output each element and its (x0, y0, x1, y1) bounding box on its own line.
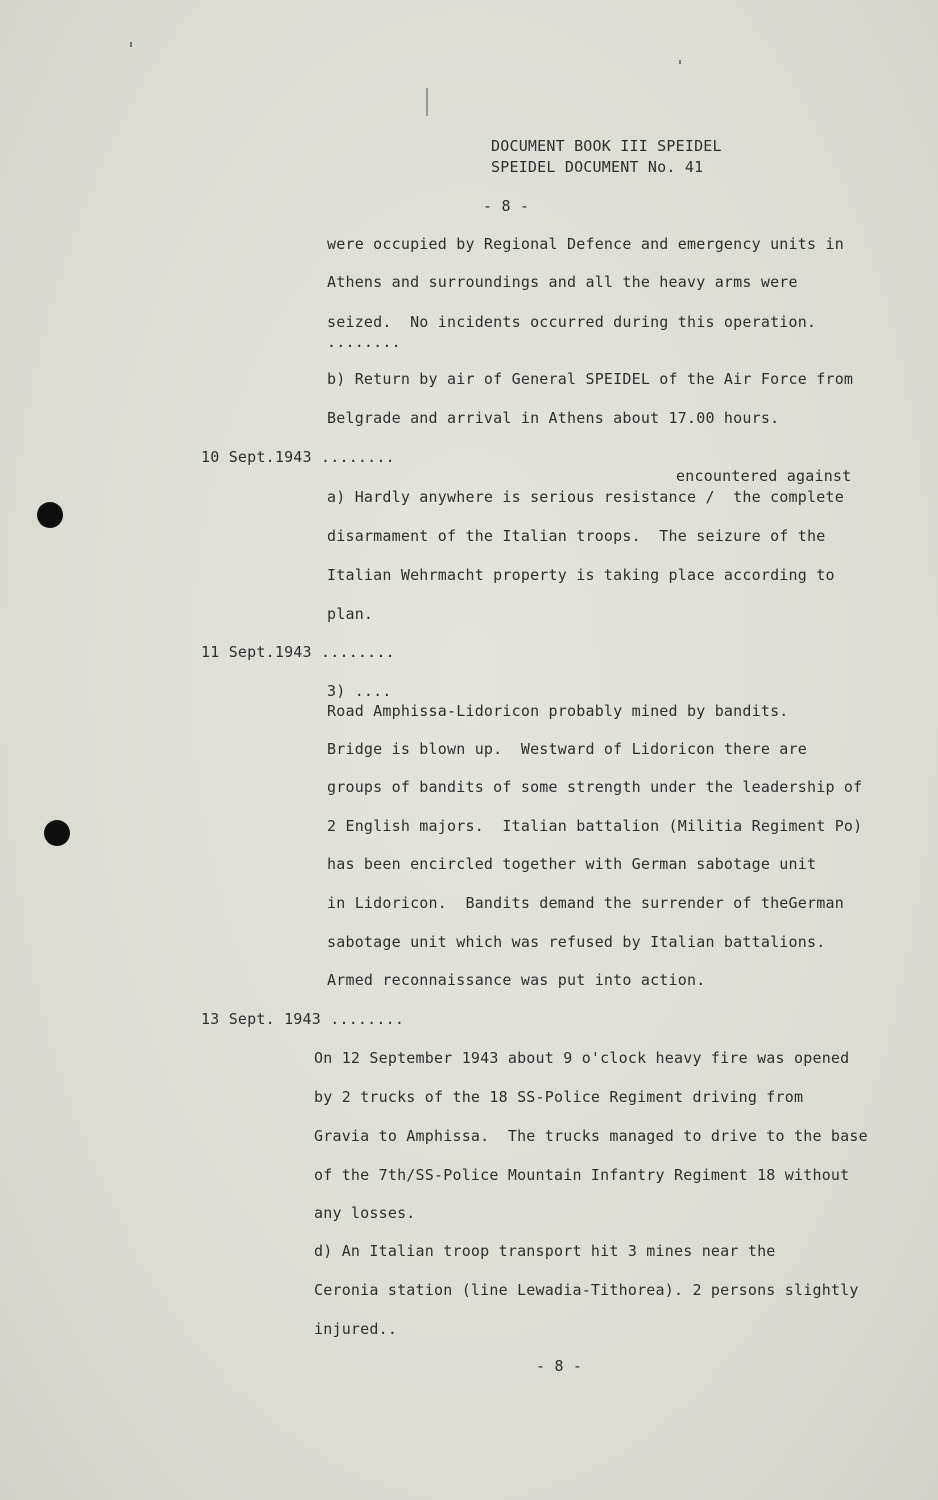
date-heading: 10 Sept.1943 ........ (201, 448, 395, 466)
body-line: injured.. (314, 1320, 398, 1338)
date-heading: 13 Sept. 1943 ........ (201, 1010, 405, 1028)
body-line: of the 7th/SS-Police Mountain Infantry Regiment 18 without (314, 1166, 850, 1184)
body-line: were occupied by Regional Defence and emergency units in (327, 235, 844, 253)
body-line: 3) .... (327, 682, 392, 700)
document-header-title: DOCUMENT BOOK III SPEIDEL (491, 137, 722, 155)
speck-mark (426, 88, 428, 116)
date-heading: 11 Sept.1943 ........ (201, 643, 395, 661)
punch-hole-top (37, 502, 63, 528)
body-line: Athens and surroundings and all the heavy arms were (327, 273, 798, 291)
body-line: Belgrade and arrival in Athens about 17.00 hours. (327, 409, 780, 427)
body-line: any losses. (314, 1204, 416, 1222)
body-line: Italian Wehrmacht property is taking place according to (327, 566, 835, 584)
speck-mark (679, 60, 681, 64)
speck-mark (130, 42, 132, 47)
body-line: groups of bandits of some strength under the leadership of (327, 778, 863, 796)
body-line: Ceronia station (line Lewadia-Tithorea). 2 persons slightly (314, 1281, 859, 1299)
page-number-top: - 8 - (483, 197, 530, 215)
body-line: On 12 September 1943 about 9 o'clock heavy fire was opened (314, 1049, 850, 1067)
body-line: by 2 trucks of the 18 SS-Police Regiment driving from (314, 1088, 804, 1106)
body-line: plan. (327, 605, 374, 623)
body-line: Gravia to Amphissa. The trucks managed to drive to the base (314, 1127, 868, 1145)
body-line: 2 English majors. Italian battalion (Militia Regiment Po) (327, 817, 863, 835)
body-line: sabotage unit which was refused by Italian battalions. (327, 933, 826, 951)
handwritten-insert: encountered against (676, 467, 852, 485)
body-line: ........ (327, 333, 401, 351)
document-header-number: SPEIDEL DOCUMENT No. 41 (491, 158, 704, 176)
body-line: has been encircled together with German sabotage unit (327, 855, 817, 873)
punch-hole-bottom (44, 820, 70, 846)
body-line: Armed reconnaissance was put into action. (327, 971, 706, 989)
body-line: b) Return by air of General SPEIDEL of the Air Force from (327, 370, 854, 388)
page-number-bottom: - 8 - (536, 1357, 583, 1375)
body-line: d) An Italian troop transport hit 3 mines near the (314, 1242, 776, 1260)
body-line: Bridge is blown up. Westward of Lidoricon there are (327, 740, 807, 758)
body-line: Road Amphissa-Lidoricon probably mined by bandits. (327, 702, 789, 720)
body-line: in Lidoricon. Bandits demand the surrender of theGerman (327, 894, 844, 912)
body-line: disarmament of the Italian troops. The seizure of the (327, 527, 826, 545)
body-line: seized. No incidents occurred during this operation. (327, 313, 817, 331)
body-line: a) Hardly anywhere is serious resistance / the complete (327, 488, 844, 506)
